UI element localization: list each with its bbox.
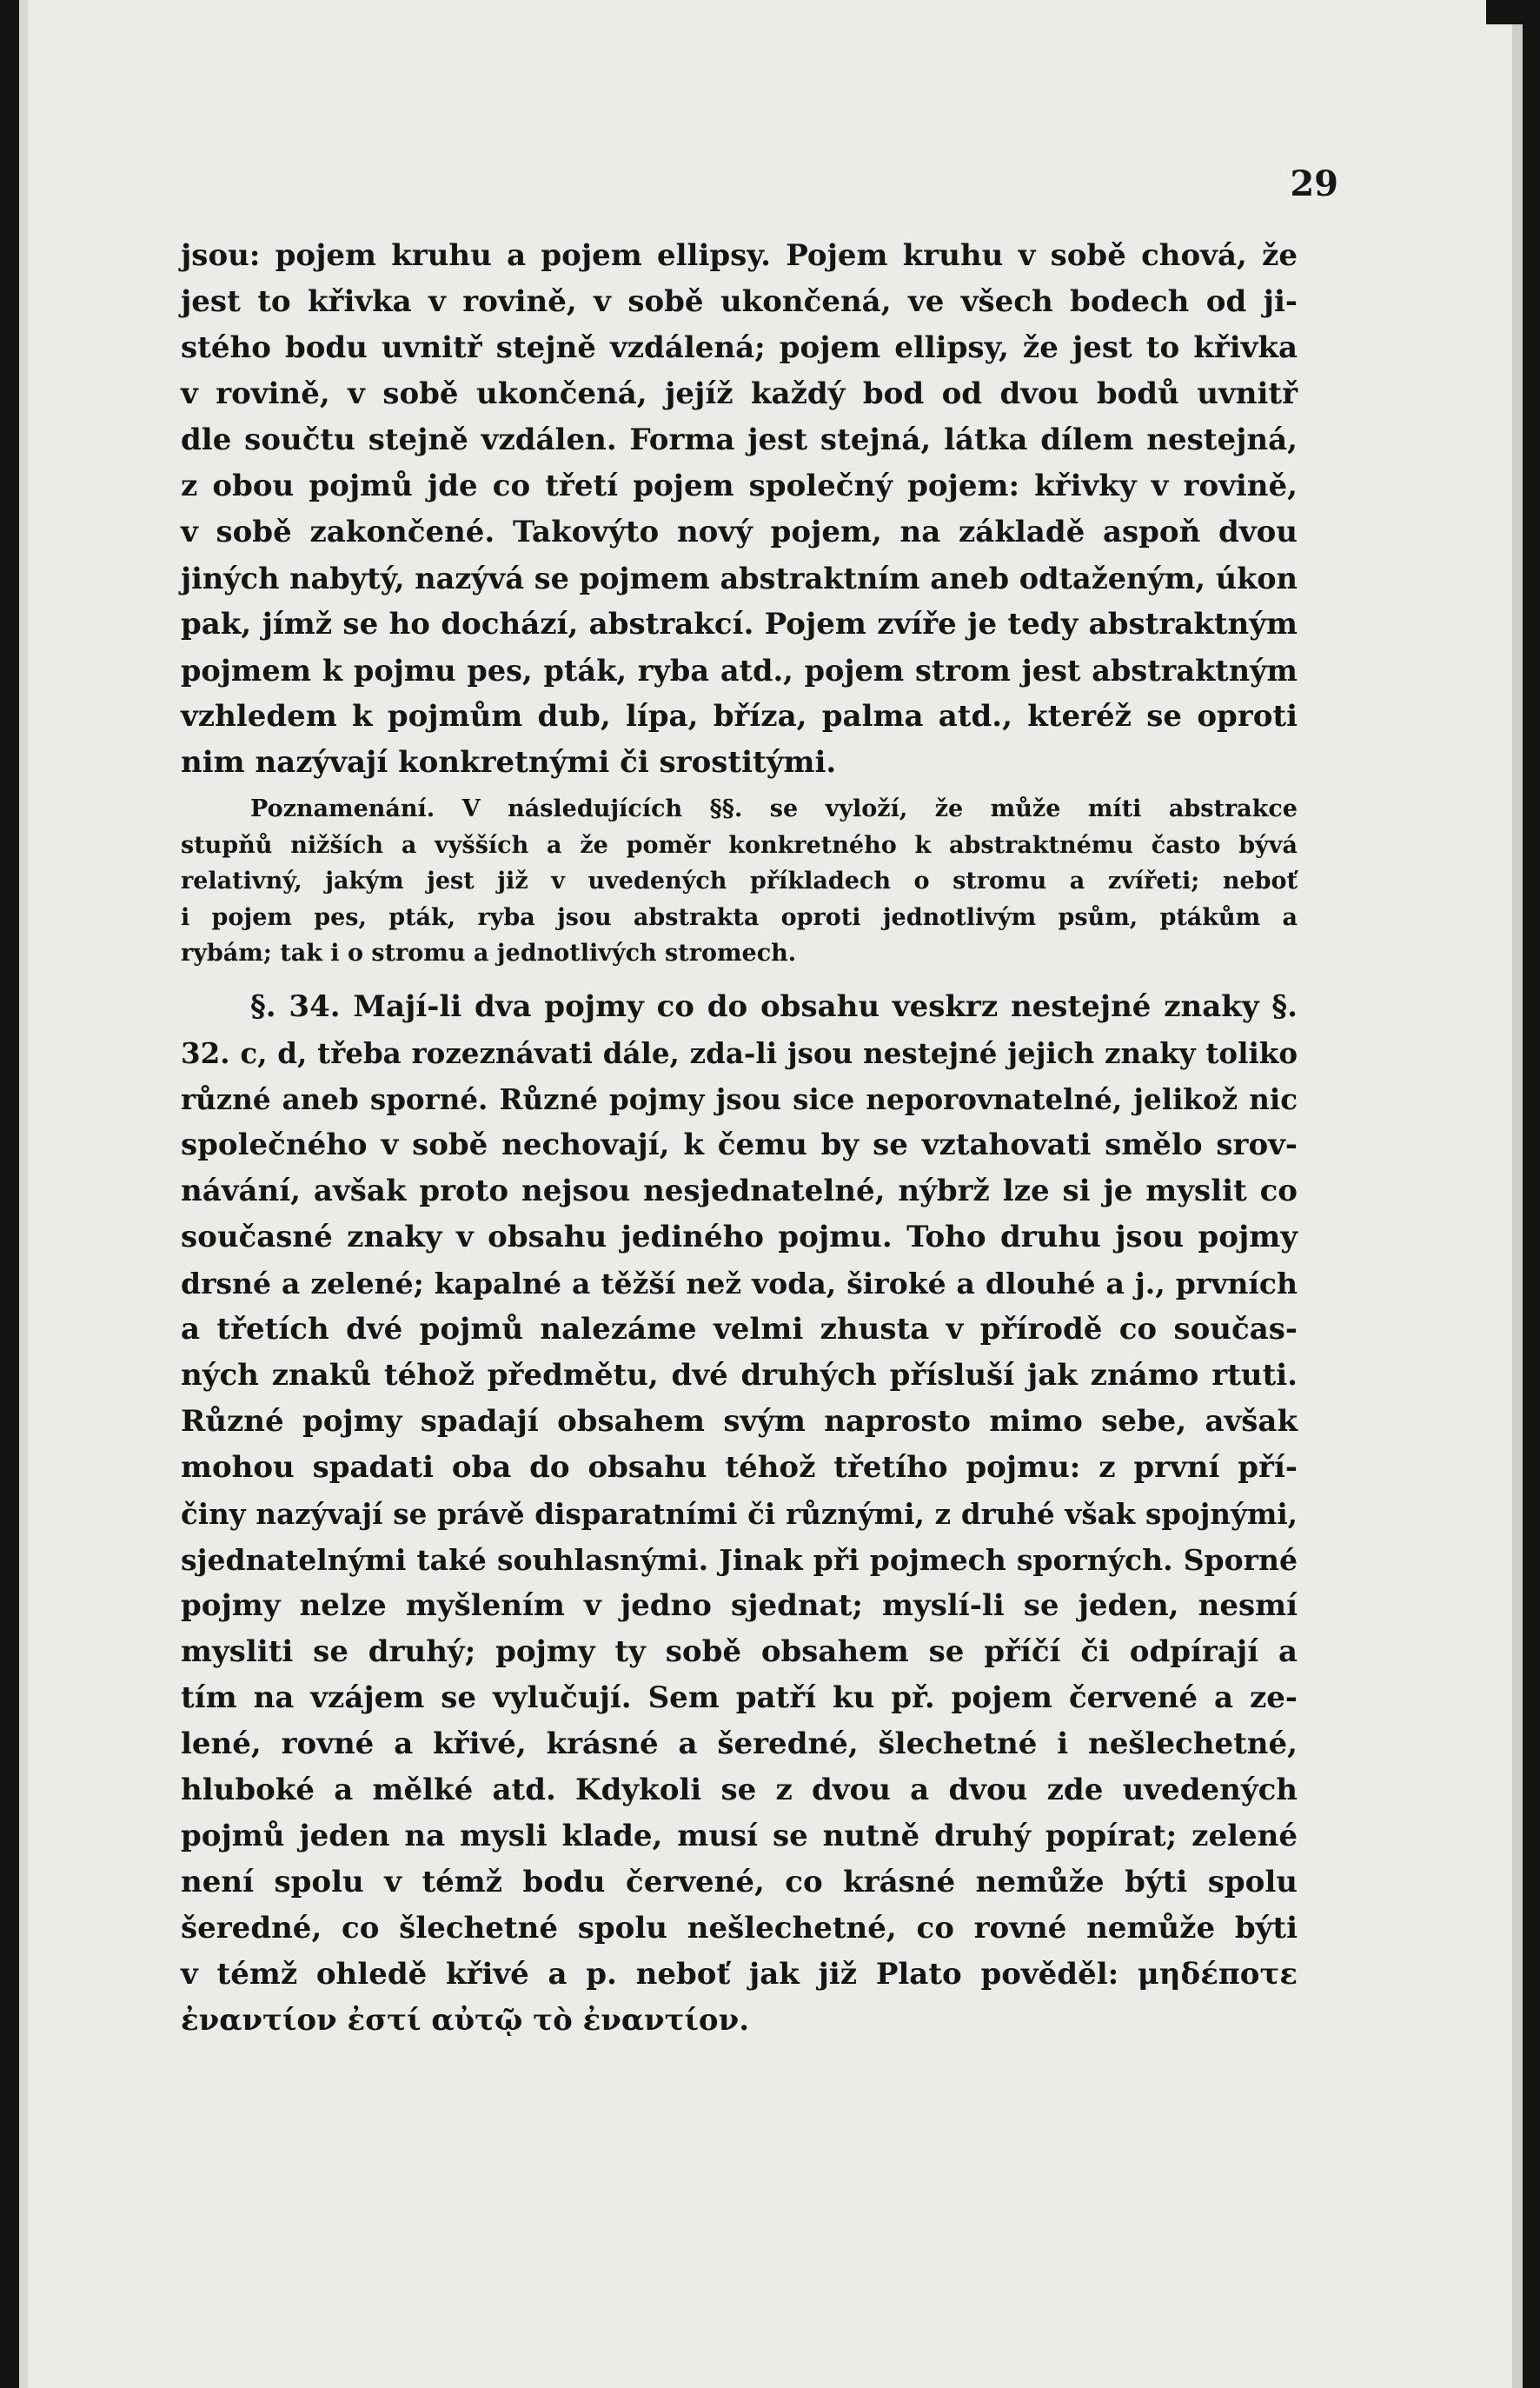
scan-right-shadow <box>1512 0 1523 2388</box>
text-line: dle součtu stejně vzdálen. Forma jest stejná, látka dílem nestejná, <box>181 422 1298 457</box>
text-line: činy nazývají se právě disparatními či různými, z druhé však spojnými, <box>181 1496 1298 1531</box>
paragraph-1 <box>181 233 1298 786</box>
page-number: 29 <box>1290 163 1338 204</box>
footnote-remark <box>181 791 1298 972</box>
note-line: relativný, jakým jest již v uvedených příkladech o stromu a zvířeti; neboť <box>181 868 1298 895</box>
scan-corner <box>1486 0 1540 24</box>
text-line: v rovině, v sobě ukončená, jejíž každý bod od dvou bodů uvnitř <box>181 376 1298 411</box>
text-line: tím na vzájem se vylučují. Sem patří ku př. pojem červené a ze- <box>181 1680 1298 1715</box>
scan-left-edge <box>0 0 19 2388</box>
text-line: šeredné, co šlechetné spolu nešlechetné, co rovné nemůže býti <box>181 1910 1298 1946</box>
text-line: pojmů jeden na mysli klade, musí se nutně druhý popírat; zelené <box>181 1818 1298 1853</box>
text-line: a třetích dvé pojmů nalezáme velmi zhusta v přírodě co součas- <box>181 1311 1298 1347</box>
text-line: ἐναντίον ἐστί αὐτῷ τὸ ἐναντίον. <box>181 2002 750 2038</box>
text-line: návání, avšak proto nejsou nesjednatelné, nýbrž lze si je myslit co <box>181 1173 1298 1208</box>
text-line: z obou pojmů jde co třetí pojem společný pojem: křivky v rovině, <box>181 469 1298 503</box>
paragraph-2 <box>181 984 1298 2044</box>
text-line: jsou: pojem kruhu a pojem ellipsy. Pojem kruhu v sobě chová, že <box>181 238 1298 273</box>
note-line: Poznamenání. V následujících §§. se vyloží, že může míti abstrakce <box>250 795 1298 822</box>
text-line: jiných nabytý, nazývá se pojmem abstraktním aneb odtaženým, úkon <box>181 562 1298 595</box>
text-line: vzhledem k pojmům dub, lípa, bříza, palma atd., kteréž se oproti <box>181 699 1298 734</box>
text-line: hluboké a mělké atd. Kdykoli se z dvou a dvou zde uvedených <box>181 1772 1298 1807</box>
scan-right-edge <box>1523 0 1540 2388</box>
text-line: pak, jímž se ho dochází, abstrakcí. Pojem zvíře je tedy abstraktným <box>181 607 1298 642</box>
scan-left-margin <box>19 0 28 2388</box>
text-line: §. 34. Mají-li dva pojmy co do obsahu veskrz nestejné znaky §. <box>250 988 1298 1024</box>
note-line: rybám; tak i o stromu a jednotlivých stromech. <box>181 940 797 967</box>
text-line: není spolu v témž bodu červené, co krásné nemůže býti spolu <box>181 1864 1298 1899</box>
text-line: stého bodu uvnitř stejně vzdálená; pojem ellipsy, že jest to křivka <box>181 330 1298 365</box>
note-line: i pojem pes, pták, ryba jsou abstrakta oproti jednotlivým psům, ptákům a <box>181 903 1298 931</box>
text-line: v témž ohledě křivé a p. neboť jak již Plato pověděl: μηδέποτε <box>181 1956 1298 1992</box>
text-line: v sobě zakončené. Takovýto nový pojem, na základě aspoň dvou <box>181 515 1298 549</box>
text-line: mohou spadati oba do obsahu téhož třetího pojmu: z první pří- <box>181 1449 1298 1485</box>
text-line: jest to křivka v rovině, v sobě ukončená, ve všech bodech od ji- <box>181 284 1298 319</box>
text-line: lené, rovné a křivé, krásné a šeredné, šlechetné i nešlechetné, <box>181 1726 1298 1761</box>
text-line: sjednatelnými také souhlasnými. Jinak při pojmech sporných. Sporné <box>181 1542 1298 1577</box>
text-line: nim nazývají konkretnými či srostitými. <box>181 745 837 780</box>
text-line: 32. c, d, třeba rozeznávati dále, zda-li jsou nestejné jejich znaky toliko <box>181 1035 1298 1070</box>
text-line: pojmem k pojmu pes, pták, ryba atd., pojem strom jest abstraktným <box>181 654 1298 688</box>
text-line: různé aneb sporné. Různé pojmy jsou sice neporovnatelné, jelikož nic <box>181 1081 1298 1116</box>
text-line: společného v sobě nechovají, k čemu by se vztahovati smělo srov- <box>181 1127 1298 1162</box>
text-line: ných znaků téhož předmětu, dvé druhých přísluší jak známo rtuti. <box>181 1357 1298 1393</box>
text-line: drsné a zelené; kapalné a těžší než voda, široké a dlouhé a j., prvních <box>181 1266 1298 1300</box>
text-line: současné znaky v obsahu jediného pojmu. Toho druhu jsou pojmy <box>181 1219 1298 1254</box>
note-line: stupňů nižších a vyšších a že poměr konkretného k abstraktnému často bývá <box>181 831 1298 859</box>
body-text <box>181 233 1298 2044</box>
text-line: Různé pojmy spadají obsahem svým naprosto mimo sebe, avšak <box>181 1403 1298 1439</box>
text-line: pojmy nelze myšlením v jedno sjednat; myslí-li se jeden, nesmí <box>181 1587 1298 1623</box>
text-line: mysliti se druhý; pojmy ty sobě obsahem se příčí či odpírají a <box>181 1633 1298 1669</box>
